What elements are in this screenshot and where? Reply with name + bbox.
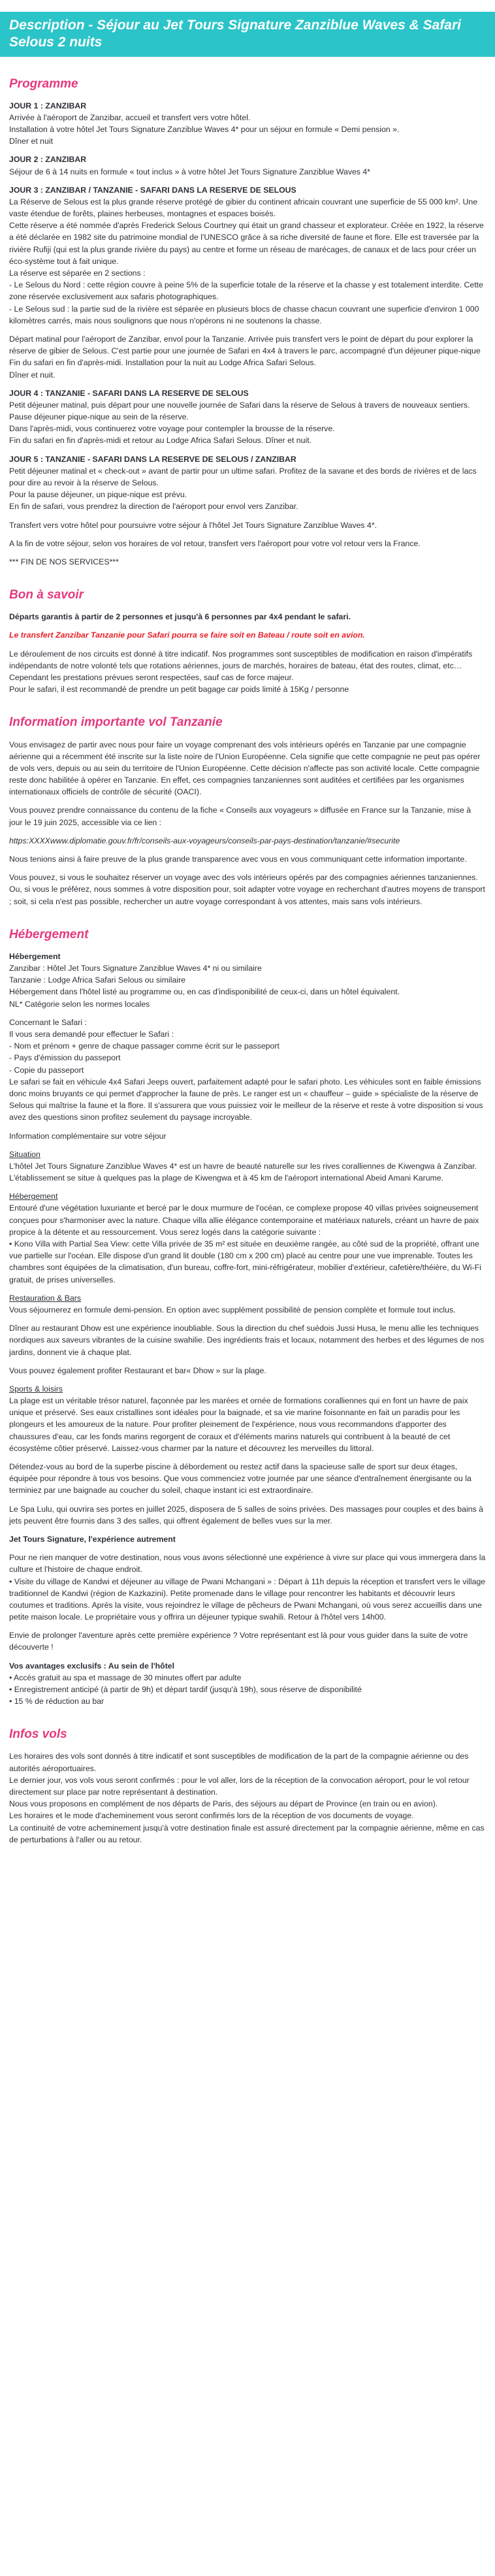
text-block bbox=[9, 1503, 486, 1527]
text-line: JOUR 2 : ZANZIBAR bbox=[9, 155, 87, 165]
text-block bbox=[9, 951, 486, 1010]
text-line: Le Spa Lulu, qui ouvrira ses portes en juillet 2025, disposera de 5 salles de soins privées. Des massages pour couples et des bains à jets peuvent être fournis dans 3 des salles, qui offrent également de belles vues sur la mer. bbox=[9, 1504, 483, 1525]
text-block bbox=[9, 184, 486, 327]
text-line: Dîner et nuit. bbox=[9, 370, 56, 380]
text-line: Entouré d'une végétation luxuriante et bercé par le doux murmure de l'océan, ce complexe propose 40 villas privées soigneusement conçues pour s'harmoniser avec la nature. Chaque villa allie élégance contemporaine et matériaux naturels, créant un havre de paix propice à la détente et au ressourcement. Vous serez logés dans la catégorie suivante : bbox=[9, 1203, 479, 1237]
text-line: Vous pouvez prendre connaissance du contenu de la fiche « Conseils aux voyageurs » diffusée en France sur la Tanzanie, mise à jour le 19 juin 2025, accessible via ce lien : bbox=[9, 806, 471, 827]
text-line: https:XXXXwww.diplomatie.gouv.fr/fr/conseils-aux-voyageurs/conseils-par-pays-destination/tanzanie/#securite bbox=[9, 836, 400, 845]
text-line: La plage est un véritable trésor naturel, façonnée par les marées et ornée de formations coralliennes qui en font un havre de paix unique et préservé. Ses eaux cristallines sont idéales pour la baignade, et sa vie marine foisonnante en fait un paradis pour les plongeurs et les amoureux de la nature. Pour profiter pleinement de l'expérience, nous vous recommandons d'apporter des chaussures d'eau, car les fonds marins regorgent de coraux et d'éléments marins naturels qui contribuent à la beauté de cet écosystème côtier préservé. Laissez-vous charmer par la nature et découvrez les merveilles du littoral. bbox=[9, 1396, 468, 1453]
text-line: Petit déjeuner matinal, puis départ pour une nouvelle journée de Safari dans la réserve de Selous à travers de nouveaux sentiers. Pause déjeuner pique-nique au sein de la réserve. bbox=[9, 400, 470, 422]
text-block bbox=[9, 1552, 486, 1623]
text-block bbox=[9, 1149, 486, 1184]
page-title: Description - Séjour au Jet Tours Signature Zanziblue Waves & Safari Selous 2 nuits bbox=[0, 12, 495, 57]
text-line: Situation bbox=[9, 1149, 40, 1159]
text-line: Dîner au restaurant Dhow est une expérience inoubliable. Sous la direction du chef suédois Jussi Husa, le menu allie les techniques nordiques aux saveurs vibrantes de la cuisine swahilie. Des ingrédients frais et locaux, notamment des herbes et des légumes de nos jardins, donnent vie à chaque plat. bbox=[9, 1324, 485, 1357]
text-line: Concernant le Safari : bbox=[9, 1017, 87, 1027]
text-line: Départ matinal pour l'aéroport de Zanzibar, envol pour la Tanzanie. Arrivée puis transfert vers le point de départ du pour explorer la réserve de gibier de Selous. C'est partie pour une journée de Safari en 4x4 à travers le parc, accompagné d'un déjeuner pique-nique bbox=[9, 334, 481, 356]
text-line: La Réserve de Selous est la plus grande réserve protégé de gibier du continent africain couvrant une superficie de 55 000 km². Une vaste étendue de forêts, plaines herbeuses, montagnes et espaces boisés. bbox=[9, 197, 478, 219]
text-block bbox=[9, 629, 486, 641]
text-line: • Kono Villa with Partial Sea View: cette Villa privée de 35 m² est située en deuxième rangée, au côté sud de la propriété, offrant une vue partielle sur l'océan. Elle dispose d'un grand lit double (180 cm x 200 cm) placé au centre pour une vue imprenable. Toutes les chambres sont équipées de la climatisation, d'un bureau, coffre-fort, mini-réfrigérateur, mobilier d'extérieur, cafetière/théière, du Wi-Fi gratuit, de prises universelles. bbox=[9, 1239, 481, 1284]
text-block bbox=[9, 333, 486, 381]
text-block bbox=[9, 611, 486, 623]
text-block bbox=[9, 1660, 486, 1708]
text-block bbox=[9, 1365, 486, 1377]
text-block bbox=[9, 453, 486, 513]
text-block bbox=[9, 1322, 486, 1358]
text-line: Tanzanie : Lodge Africa Safari Selous ou similaire bbox=[9, 975, 185, 985]
text-line: Dans l'après-midi, vous continuerez votre voyage pour contempler la brousse de la réserve. bbox=[9, 424, 335, 434]
text-line: Le transfert Zanzibar Tanzanie pour Safari pourra se faire soit en Bateau / route soit en avion. bbox=[9, 630, 365, 640]
section-title: Infos vols bbox=[9, 1727, 67, 1742]
text-line: Vous pouvez également profiter Restaurant et bar« Dhow » sur la plage. bbox=[9, 1365, 266, 1375]
text-line: Fin du safari en fin d'après-midi. Installation pour la nuit au Lodge Africa Safari Selous. bbox=[9, 358, 316, 368]
text-line: Le déroulement de nos circuits est donné à titre indicatif. Nos programmes sont susceptibles de modification en raison d'impératifs indépendants de notre volonté tels que rotations aériennes, jours de marchés, horaires de bateau, état des routes, climat, etc… Cependant les prestations prévues seront respectées, sauf cas de force majeur. bbox=[9, 649, 473, 683]
text-block bbox=[9, 1292, 486, 1316]
text-block bbox=[9, 739, 486, 798]
text-line: Hébergement dans l'hôtel listé au programme ou, en cas d'indisponibilité de ceux-ci, dans un hôtel équivalent. bbox=[9, 987, 400, 997]
text-line: En fin de safari, vous prendrez la direction de l'aéroport pour envol vers Zanzibar. bbox=[9, 502, 298, 512]
text-block bbox=[9, 154, 486, 177]
text-line: La continuité de votre acheminement jusqu'à votre destination finale est assuré directement par la compagnie aérienne, même en cas de perturbations à l'aller ou au retour. bbox=[9, 1823, 485, 1844]
text-line: • Accès gratuit au spa et massage de 30 minutes offert par adulte bbox=[9, 1672, 242, 1682]
text-line: Pour ne rien manquer de votre destination, nous vous avons sélectionné une expérience à vivre sur place qui vous immergera dans la culture et l'histoire de chaque endroit. bbox=[9, 1553, 486, 1574]
section-title: Bon à savoir bbox=[9, 588, 84, 602]
text-line: Dîner et nuit bbox=[9, 137, 53, 146]
text-line: *** FIN DE NOS SERVICES*** bbox=[9, 557, 119, 566]
section-title: Programme bbox=[9, 76, 78, 91]
text-block bbox=[9, 835, 486, 847]
text-line: L'hôtel Jet Tours Signature Zanziblue Waves 4* est un havre de beauté naturelle sur les rives coralliennes de Kiwengwa à Zanzibar. L'établissement se situe à quelques pas la plage de Kiwengwa et à 45 km de l'aéroport international Abeid Amani Karume. bbox=[9, 1161, 477, 1183]
text-line: A la fin de votre séjour, selon vos horaires de vol retour, transfert vers l'aéroport pour votre vol retour vers la France. bbox=[9, 538, 421, 548]
text-block bbox=[9, 387, 486, 447]
text-line: Installation à votre hôtel Jet Tours Signature Zanziblue Waves 4* pour un séjour en formule « Demi pension ». bbox=[9, 124, 400, 134]
text-line: Sports & loisirs bbox=[9, 1384, 63, 1394]
text-line: NL* Catégorie selon les normes locales bbox=[9, 999, 150, 1009]
text-block bbox=[9, 1017, 486, 1124]
text-block bbox=[9, 1383, 486, 1454]
text-line: Vous envisagez de partir avec nous pour faire un voyage comprenant des vols intérieurs opérés en Tanzanie par une compagnie aérienne qui a récemment été inscrite sur la liste noire de l'Union Européenne. Cela signifie que cette compagnie ne peut pas opérer de vols vers, depuis ou au sein du territoire de l'Union Européenne. Cette décision n'affecte pas son activité locale. Cette compagnie reste donc habilitée à opérer en Tanzanie. En effet, ces compagnies tanzaniennes sont auditées et certifiées par les organismes internationaux officiels de contrôle de sécurité (OACI). bbox=[9, 740, 481, 797]
text-line: Détendez-vous au bord de la superbe piscine à débordement ou restez actif dans la spacieuse salle de sport sur deux étages, équipée pour répondre à tous vos besoins. Que vous commenciez votre journée par une séance d'entraînement énergisante ou la terminiez par une baignade au coucher du soleil, chaque instant ici est extraordinaire. bbox=[9, 1462, 471, 1495]
text-line: Les horaires des vols sont donnés à titre indicatif et sont susceptibles de modification de la part de la compagnie aérienne ou des autorités aéroportuaires. bbox=[9, 1752, 469, 1773]
text-line: Restauration & Bars bbox=[9, 1293, 82, 1303]
text-line: Fin du safari en fin d'après-midi et retour au Lodge Africa Safari Selous. Dîner et nuit. bbox=[9, 436, 312, 446]
text-line: Petit déjeuner matinal et « check-out » avant de partir pour un ultime safari. Profitez de la savane et des bords de rivières et de lacs pour dire au revoir à la réserve de Selous. bbox=[9, 466, 477, 488]
text-block bbox=[9, 538, 486, 549]
text-line: - Pays d'émission du passeport bbox=[9, 1053, 121, 1063]
text-line: JOUR 5 : TANZANIE - SAFARI DANS LA RESERVE DE SELOUS / ZANZIBAR bbox=[9, 454, 296, 464]
text-line: Zanzibar : Hôtel Jet Tours Signature Zanziblue Waves 4* ni ou similaire bbox=[9, 964, 262, 973]
text-line: Information complémentaire sur votre séjour bbox=[9, 1131, 167, 1141]
text-line: Pour le safari, il est recommandé de prendre un petit bagage car poids limité à 15Kg / personne bbox=[9, 685, 349, 694]
text-line: Il vous sera demandé pour effectuer le Safari : bbox=[9, 1030, 174, 1039]
description-content bbox=[0, 75, 495, 1846]
text-block bbox=[9, 1629, 486, 1653]
section-title: Hébergement bbox=[9, 927, 89, 941]
text-line: JOUR 4 : TANZANIE - SAFARI DANS LA RESERVE DE SELOUS bbox=[9, 388, 249, 398]
text-line: Le dernier jour, vos vols vous seront confirmés : pour le vol aller, lors de la réception de la convocation aéroport, pour le vol retour directement sur place par notre représentant à destination. bbox=[9, 1775, 470, 1797]
text-line: - Nom et prénom + genre de chaque passager comme écrit sur le passeport bbox=[9, 1041, 279, 1051]
text-block bbox=[9, 648, 486, 696]
text-line: Séjour de 6 à 14 nuits en formule « tout inclus » à votre hôtel Jet Tours Signature Zanziblue Waves 4* bbox=[9, 167, 370, 176]
text-line: Transfert vers votre hôtel pour poursuivre votre séjour à l'hôtel Jet Tours Signature Zanziblue Waves 4*. bbox=[9, 520, 377, 530]
text-line: Hébergement bbox=[9, 951, 61, 961]
text-line: Vous séjournerez en formule demi-pension. En option avec supplément possibilité de pension complète et formule tout inclus. bbox=[9, 1305, 456, 1314]
text-line: Le safari se fait en véhicule 4x4 Safari Jeeps ouvert, parfaitement adapté pour le safari photo. Les véhicules sont en faible émissions donc moins bruyants ce qui permet d'approcher la faune de près. Le ranger est un « chauffeur – guide » spécialiste de la réserve de Selous qui maîtrise la faune et la flore. Il s'assurera que vous puissiez voir le meilleur de la réserve et reste à votre disposition si vous avez des questions sinon profitez seulement du paysage incroyable. bbox=[9, 1077, 483, 1122]
text-line: Les horaires et le mode d'acheminement vous seront confirmés lors de la réception de vos documents de voyage. bbox=[9, 1811, 414, 1821]
text-block bbox=[9, 1190, 486, 1286]
text-block bbox=[9, 100, 486, 148]
text-block bbox=[9, 853, 486, 865]
text-line: Vos avantages exclusifs : Au sein de l'hôtel bbox=[9, 1661, 175, 1671]
text-line: Nous vous proposons en complément de nos départs de Paris, des séjours au départ de Province (en train ou en avion). bbox=[9, 1799, 438, 1809]
text-line: Envie de prolonger l'aventure après cette première expérience ? Votre représentant est là pour vous guider dans la suite de votre découverte ! bbox=[9, 1631, 468, 1652]
text-line: • Visite du village de Kandwi et déjeuner au village de Pwani Mchangani » : Départ à 11h depuis la réception et transfert vers le village traditionnel de Kandwi (région de Kazkazini). Petite promenade dans le village pour rencontrer les habitants et découvrir leurs coutumes et traditions. Après la visite, vous rejoindrez le village de pêcheurs de Pwani Mchangani, où vous serez accueillis dans une petite maison locale. Le propriétaire vous y offrira un déjeuner typique swahili. Retour à l'hôtel vers 14h00. bbox=[9, 1576, 486, 1622]
text-line: - Le Selous du Nord : cette région couvre à peine 5% de la superficie totale de la réserve et la chasse y est totalement interdite. Cette zone réservée exclusivement aux safaris photographiques. bbox=[9, 280, 483, 302]
text-line: • 15 % de réduction au bar bbox=[9, 1697, 104, 1706]
text-line: Vous pouvez, si vous le souhaitez réserver un voyage avec des vols intérieurs opérés par des compagnies aériennes tanzaniennes. Ou, si vous le préférez, nous sommes à votre disposition pour, soit adapter votre voyage en recherchant d'autres moyens de transport ; soit, si cela n'est pas possible, rechercher un autre voyage correspondant à vos attentes, mais sans vols intérieurs. bbox=[9, 873, 485, 906]
text-line: Cette réserve a été nommée d'après Frederick Selous Courtney qui était un grand chasseur et explorateur. Créée en 1922, la réserve a été déclarée en 1982 site du patrimoine mondial de l'UNESCO grâce à sa riche diversité de faune et flore. Elle est traversée par la rivière Rufiji (qui est la plus grande rivière du pays) au centre et forme un réseau de marécages, de canaux et de lacs pour créer un éco-système tout à fait unique. bbox=[9, 221, 484, 266]
text-block bbox=[9, 872, 486, 907]
text-line: JOUR 3 : ZANZIBAR / TANZANIE - SAFARI DANS LA RESERVE DE SELOUS bbox=[9, 185, 296, 195]
text-line: Jet Tours Signature, l'expérience autrement bbox=[9, 1534, 176, 1544]
text-line: - Copie du passeport bbox=[9, 1065, 84, 1075]
text-block bbox=[9, 804, 486, 828]
text-line: Départs garantis à partir de 2 personnes et jusqu'à 6 personnes par 4x4 pendant le safari. bbox=[9, 612, 351, 622]
text-block bbox=[9, 1130, 486, 1142]
text-block bbox=[9, 556, 486, 568]
text-line: Nous tenions ainsi à faire preuve de la plus grande transparence avec vous en vous communiquant cette information importante. bbox=[9, 855, 467, 864]
text-line: JOUR 1 : ZANZIBAR bbox=[9, 101, 87, 110]
text-block bbox=[9, 1750, 486, 1846]
text-block bbox=[9, 1533, 486, 1545]
text-line: Hébergement bbox=[9, 1192, 58, 1201]
section-title: Information importante vol Tanzanie bbox=[9, 715, 223, 730]
text-block bbox=[9, 1461, 486, 1497]
text-line: Arrivée à l'aéroport de Zanzibar, accueil et transfert vers votre hôtel. bbox=[9, 112, 251, 122]
text-block bbox=[9, 519, 486, 531]
text-line: La réserve est séparée en 2 sections : bbox=[9, 269, 146, 278]
text-line: Pour la pause déjeuner, un pique-nique est prévu. bbox=[9, 490, 187, 500]
text-line: • Enregistrement anticipé (à partir de 9h) et départ tardif (jusqu'à 19h), sous réserve de disponibilité bbox=[9, 1685, 362, 1694]
text-line: - Le Selous sud : la partie sud de la rivière est séparée en plusieurs blocs de chasse chacun couvrant une superficie d'environ 1 000 kilomètres carrés, mais nous soulignons que nous n'opérons ni ne soutenons la chasse. bbox=[9, 304, 479, 325]
